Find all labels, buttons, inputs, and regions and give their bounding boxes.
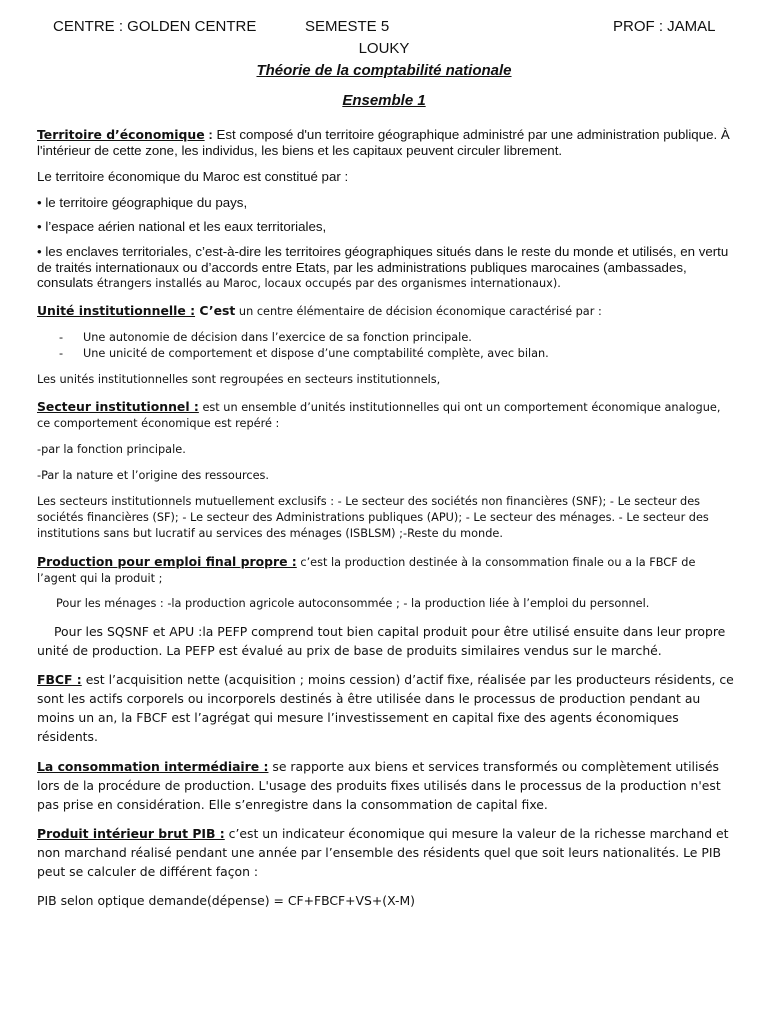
- territoire-colon: :: [204, 127, 213, 142]
- secteur-list: Les secteurs institutionnels mutuellement exclusifs : - Le secteur des sociétés non financières (SNF); - Le secteur des sociétés financières (SF); - Le secteur des Administrations publiques (APU); - Le secteur des ménages. - Le secteur des institutions sans but lucratif au services des ménages (ISBLSM) ;-Reste du monde.: [37, 495, 709, 540]
- pib-formula: PIB selon optique demande(dépense) = CF+FBCF+VS+(X-M): [37, 893, 415, 908]
- unite-note: Les unités institutionnelles sont regroupées en secteurs institutionnels,: [37, 373, 441, 386]
- document-title: Théorie de la comptabilité nationale: [256, 62, 512, 79]
- production-menages: Pour les ménages : -la production agricole autoconsommée ; - la production liée à l’emploi du personnel.: [56, 597, 650, 610]
- production-term: Production pour emploi final propre :: [37, 554, 297, 569]
- fbcf-def: est l’acquisition nette (acquisition ; moins cession) d’actif fixe, réalisée par les producteurs résidents, ce sont les actifs corporels ou incorporels destinés à être utilisée dans le processus de production pendant au moins un an, la FBCF est l’agrégat qui mesure l’investissement en capital fixe des agents économiques résidents.: [37, 672, 734, 744]
- unite-item-2: - Une unicité de comportement et dispose d’une comptabilité complète, avec bilan.: [59, 347, 549, 360]
- territoire-definition: [37, 127, 737, 159]
- document-subtitle: Ensemble 1: [342, 92, 426, 109]
- unite-definition: [37, 303, 737, 320]
- territoire-item-2: • l’espace aérien national et les eaux territoriales,: [37, 219, 327, 234]
- territoire-item-1: • le territoire géographique du pays,: [37, 195, 248, 210]
- pib-def: c’est un indicateur économique qui mesure la valeur de la richesse marchand et non marchand réalisé pendant une année par l’ensemble des résidents quel que soit leurs nationalités. Le PIB peut se calculer de différent façon :: [37, 826, 729, 879]
- fbcf-definition: [37, 670, 737, 746]
- production-sqsnf: Pour les SQSNF et APU :la PEFP comprend tout bien capital produit pour être utilisé ensuite dans leur propre unité de production. La PEFP est évalué au prix de base de produits similaires vendus sur le marché.: [37, 624, 726, 658]
- unite-item-2-text: Une unicité de comportement et dispose d’une comptabilité complète, avec bilan.: [83, 347, 549, 360]
- territoire-item-3: [37, 244, 737, 292]
- production-definition: [37, 554, 737, 587]
- secteur-term: Secteur institutionnel :: [37, 399, 199, 414]
- pib-term: Produit intérieur brut PIB :: [37, 826, 225, 841]
- production-def: c’est la production destinée à la consommation finale ou a la FBCF de l’agent qui la produit ;: [37, 556, 696, 585]
- fbcf-term: FBCF :: [37, 672, 82, 687]
- secteur-item-2: -Par la nature et l’origine des ressources.: [37, 469, 270, 482]
- secteur-definition: [37, 399, 737, 432]
- unite-cest: C’est: [195, 303, 236, 318]
- header-prof: PROF : JAMAL: [613, 18, 716, 35]
- secteur-def: est un ensemble d’unités institutionnelles qui ont un comportement économique analogue, ce comportement économique est repéré :: [37, 401, 721, 430]
- unite-def: un centre élémentaire de décision économique caractérisé par :: [235, 305, 602, 318]
- territoire-def: Est composé d'un territoire géographique administré par une administration publique. À l'intérieur de cette zone, les individus, les biens et les capitaux peuvent circuler librement.: [37, 127, 730, 158]
- territoire-item-3-a: • les enclaves territoriales, c’est-à-dire les territoires géographiques situés dans le reste du monde et utilisés, en vertu de traités internationaux ou d’accords entre Etats, par les administrations publiques marocaines (ambassades, consulats: [37, 244, 729, 291]
- header-prof-continued: LOUKY: [358, 40, 410, 57]
- ci-def: se rapporte aux biens et services transformés ou complètement utilisés lors de la procédure de production. L'usage des produits fixes utilisés dans le processus de la production n'est pas prise en considération. Elle s’enregistre dans la consommation de capital fixe.: [37, 759, 721, 812]
- unite-term: Unité institutionnelle :: [37, 303, 196, 318]
- ci-definition: [37, 757, 737, 814]
- ci-term: La consommation intermédiaire :: [37, 759, 269, 774]
- unite-item-1-text: Une autonomie de décision dans l’exercice de sa fonction principale.: [83, 331, 472, 344]
- territoire-item-3-b: étrangers installés au Maroc, locaux occupés par des organismes internationaux).: [96, 277, 561, 291]
- territoire-term: Territoire d’économique: [37, 127, 205, 142]
- header-centre: CENTRE : GOLDEN CENTRE: [53, 18, 257, 35]
- unite-item-1: - Une autonomie de décision dans l’exercice de sa fonction principale.: [59, 331, 472, 344]
- secteur-item-1: -par la fonction principale.: [37, 443, 186, 456]
- pib-definition: [37, 824, 737, 881]
- territoire-intro: Le territoire économique du Maroc est constitué par :: [37, 169, 349, 184]
- header-semestre: SEMESTE 5: [305, 18, 390, 35]
